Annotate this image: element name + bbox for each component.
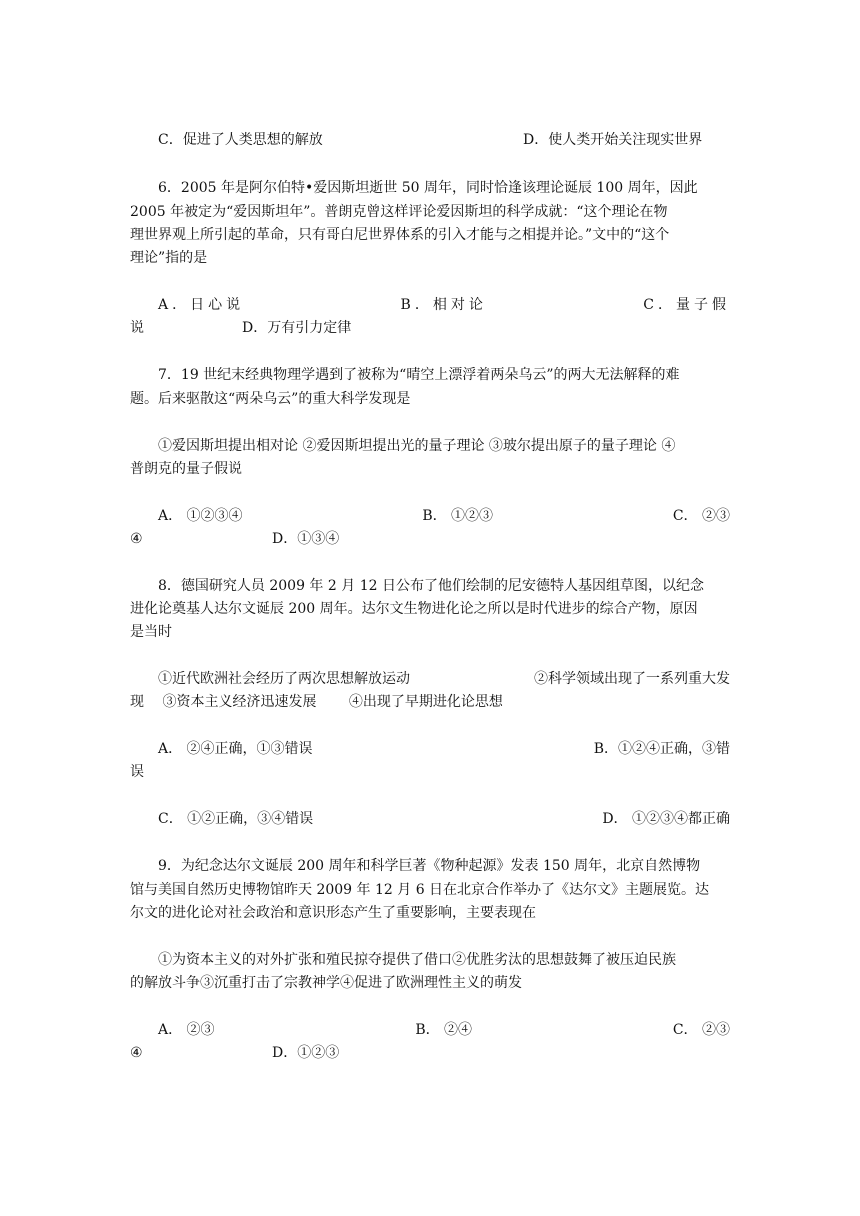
q9-option-b: B． ②④ xyxy=(415,1022,473,1038)
q9-stem-line-2: 馆与美国自然历史博物馆昨天 2009 年 12 月 6 日在北京合作举办了《达尔文》主题展览。达 xyxy=(130,882,710,898)
q8-option-d: D． ①②③④都正确 xyxy=(602,811,730,827)
q8-option-b-cont: 误 xyxy=(130,764,144,780)
q8-item-2: ②科学领域出现了一系列重大发 xyxy=(534,671,730,687)
q7-option-a: A． ①②③④ xyxy=(158,508,243,524)
q9-items-line-1: ①为资本主义的对外扩张和殖民掠夺提供了借口②优胜劣汰的思想鼓舞了被压迫民族 xyxy=(158,952,676,968)
q8-option-b: B．①②④正确，③错 xyxy=(593,741,730,757)
q5-option-c: C．促进了人类思想的解放 xyxy=(158,132,323,148)
q6-option-c: C．量子假 xyxy=(643,297,730,313)
q5-options-row xyxy=(158,129,730,152)
q8-options-row-1 xyxy=(158,738,730,761)
q9-option-c: C． ②③ xyxy=(672,1022,730,1038)
q6-stem-line-1: 6．2005 年是阿尔伯特•爱因斯坦逝世 50 周年，同时恰逢该理论诞辰 100 周年，因此 xyxy=(158,180,698,196)
q5-option-d: D．使人类开始关注现实世界 xyxy=(523,132,703,148)
q7-option-c-cont: ④ xyxy=(130,531,143,547)
q8-options-row-2 xyxy=(158,808,730,831)
q7-options-row-1 xyxy=(158,505,730,528)
q8-stem-line-3: 是当时 xyxy=(130,624,172,640)
q6-option-b: B．相对论 xyxy=(400,297,487,313)
q8-item-1: ①近代欧洲社会经历了两次思想解放运动 xyxy=(158,671,410,687)
q6-options-row-2 xyxy=(130,317,730,340)
q9-items-line-2: 的解放斗争③沉重打击了宗教神学④促进了欧洲理性主义的萌发 xyxy=(130,975,522,991)
q9-option-d: D．①②③ xyxy=(272,1045,340,1061)
q9-option-c-cont: ④ xyxy=(130,1045,143,1061)
q7-stem-line-2: 题。后来驱散这“两朵乌云”的重大科学发现是 xyxy=(130,391,411,407)
q8-items-line-2: 现 ③资本主义经济迅速发展 ④出现了早期进化论思想 xyxy=(130,694,503,710)
q6-option-a: A．日心说 xyxy=(158,297,245,313)
q8-option-a: A． ②④正确，①③错误 xyxy=(158,741,313,757)
q6-options-row-1 xyxy=(158,294,730,317)
q7-items-line-2: 普朗克的量子假说 xyxy=(130,461,242,477)
q7-items-line-1: ①爱因斯坦提出相对论 ②爱因斯坦提出光的量子理论 ③玻尔提出原子的量子理论 ④ xyxy=(158,438,676,454)
q8-items-line-1 xyxy=(158,668,730,691)
q6-stem-line-3: 理世界观上所引起的革命，只有哥白尼世界体系的引入才能与之相提并论。”文中的“这个 xyxy=(130,227,670,243)
q8-stem-line-1: 8．德国研究人员 2009 年 2 月 12 日公布了他们绘制的尼安德特人基因组草图，以纪念 xyxy=(158,578,704,594)
q6-stem-line-2: 2005 年被定为“爱因斯坦年”。普朗克曾这样评论爱因斯坦的科学成就：“这个理论在物 xyxy=(130,204,668,220)
q9-stem-line-3: 尔文的进化论对社会政治和意识形态产生了重要影响，主要表现在 xyxy=(130,905,536,921)
q7-option-d: D．①③④ xyxy=(272,531,340,547)
q6-stem-line-4: 理论”指的是 xyxy=(130,250,208,266)
q7-options-row-2 xyxy=(130,528,730,551)
q9-stem-line-1: 9．为纪念达尔文诞辰 200 周年和科学巨著《物种起源》发表 150 周年，北京自然博物 xyxy=(158,858,701,874)
q9-options-row-1 xyxy=(158,1019,730,1042)
q7-option-c: C． ②③ xyxy=(672,508,730,524)
q9-option-a: A． ②③ xyxy=(158,1022,215,1038)
q7-option-b: B． ①②③ xyxy=(422,508,494,524)
q8-stem-line-2: 进化论奠基人达尔文诞辰 200 周年。达尔文生物进化论之所以是时代进步的综合产物，原因 xyxy=(130,601,698,617)
q6-option-c-cont: 说 xyxy=(130,320,144,336)
q8-option-c: C． ①②正确，③④错误 xyxy=(158,811,314,827)
q6-option-d: D．万有引力定律 xyxy=(242,320,352,336)
q7-stem-line-1: 7．19 世纪末经典物理学遇到了被称为“晴空上漂浮着两朵乌云”的两大无法解释的难 xyxy=(158,367,680,383)
q9-options-row-2 xyxy=(130,1042,730,1065)
